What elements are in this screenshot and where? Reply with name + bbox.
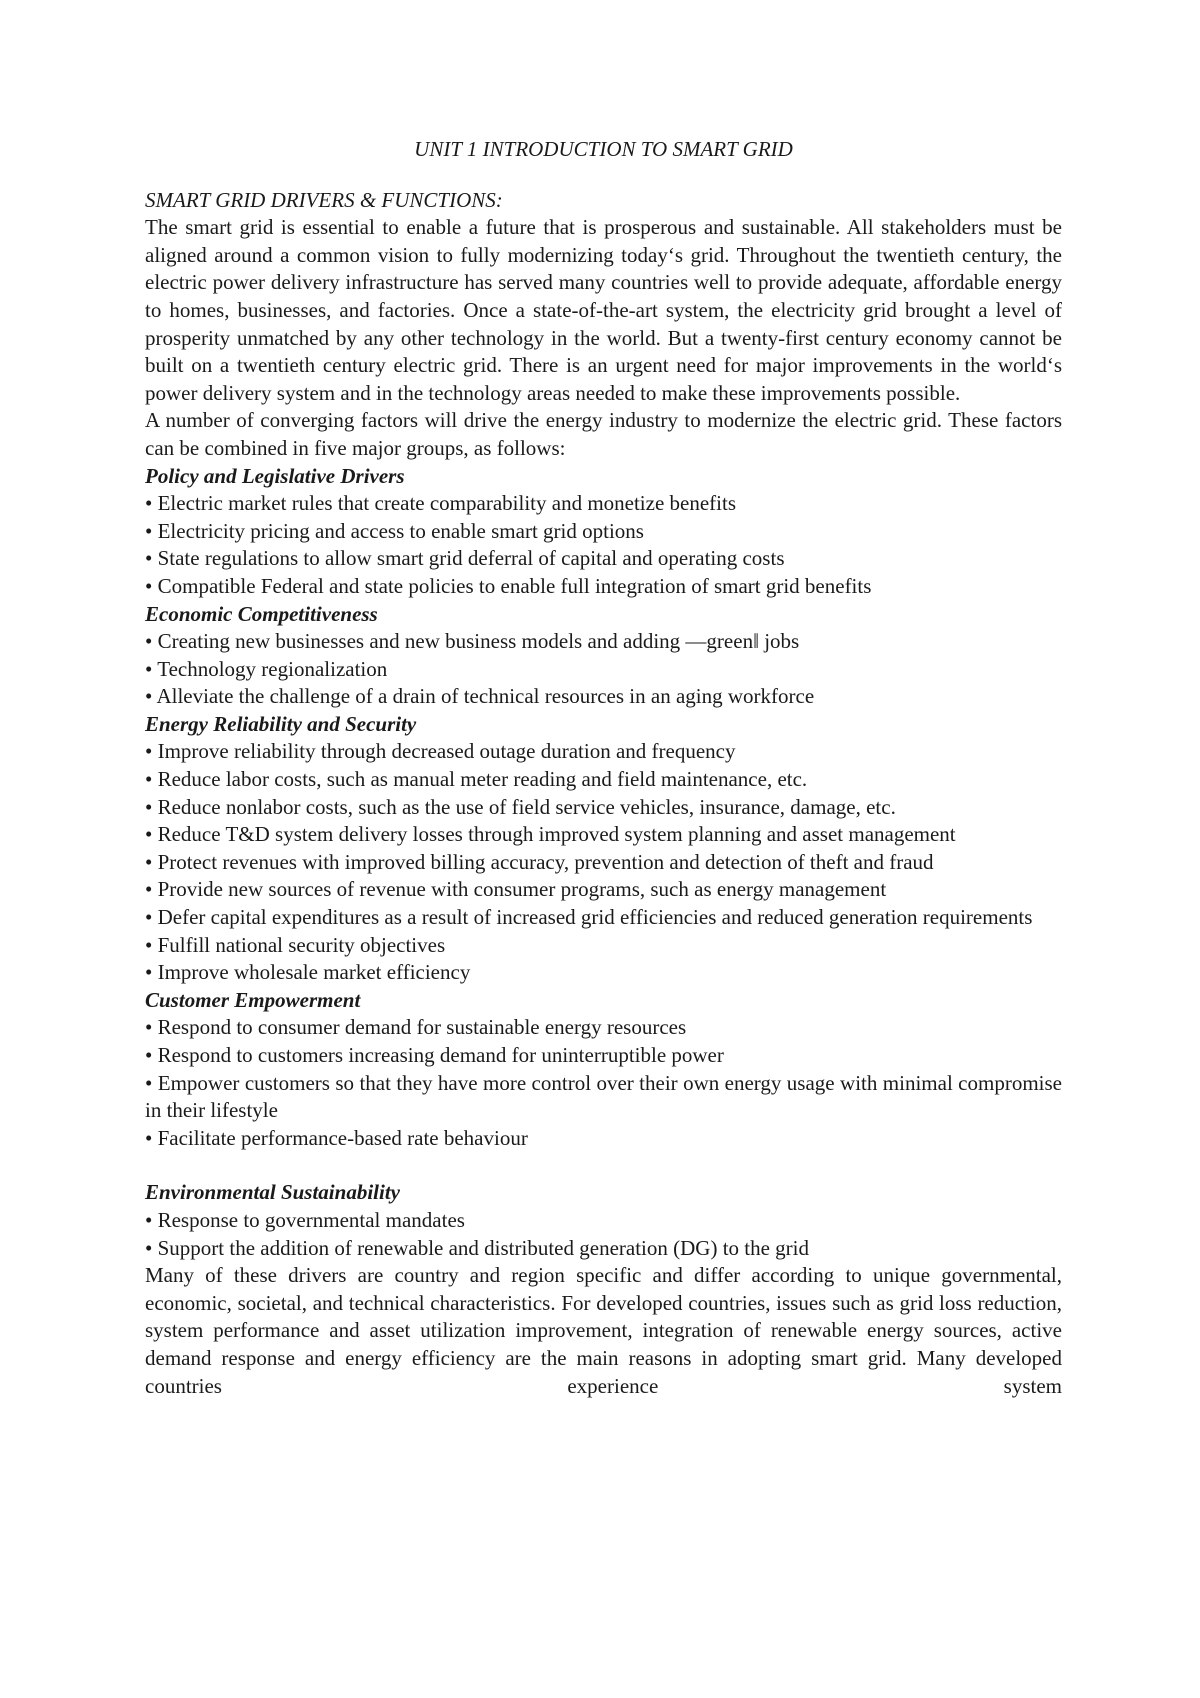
list-item: • Respond to consumer demand for sustainable energy resources	[145, 1015, 687, 1040]
list-item: • Electricity pricing and access to enable smart grid options	[145, 518, 644, 543]
list-item: • Alleviate the challenge of a drain of technical resources in an aging workforce	[145, 684, 815, 709]
list-item: • Improve reliability through decreased outage duration and frequency	[145, 739, 736, 764]
document-page	[145, 136, 1062, 1400]
group-heading-reliability: Energy Reliability and Security	[145, 711, 417, 736]
list-item: • Support the addition of renewable and distributed generation (DG) to the grid	[145, 1235, 810, 1260]
intro-paragraph: The smart grid is essential to enable a future that is prosperous and sustainable. All stakeholders must be aligned around a common vision to fully modernizing today‘s grid. Throughout the twentieth century, the electric power delivery infrastructure has served many countries well to provide adequate, affordable energy to homes, businesses, and factories. Once a state-of-the-art system, the electricity grid brought a level of prosperity unmatched by any other technology in the world. But a twenty-first century economy cannot be built on a twentieth century electric grid. There is an urgent need for major improvements in the world‘s power delivery system and in the technology areas needed to make these improvements possible.	[145, 215, 1062, 405]
list-item: • Compatible Federal and state policies to enable full integration of smart grid benefits	[145, 573, 872, 598]
list-item: • Provide new sources of revenue with consumer programs, such as energy management	[145, 877, 887, 902]
closing-paragraph: Many of these drivers are country and region specific and differ according to unique governmental, economic, societal, and technical characteristics. For developed countries, issues such as grid loss reduction, system performance and asset utilization improvement, integration of renewable energy sources, active demand response and energy efficiency are the main reasons in adopting smart grid. Many developed countries experience system	[145, 1263, 1062, 1398]
list-item: • Creating new businesses and new business models and adding ―green‖ jobs	[145, 629, 800, 654]
page-title: UNIT 1 INTRODUCTION TO SMART GRID	[414, 137, 793, 161]
list-item: • Electric market rules that create comparability and monetize benefits	[145, 491, 737, 516]
blank-line	[145, 1152, 1062, 1179]
list-item: • Reduce labor costs, such as manual meter reading and field maintenance, etc.	[145, 767, 808, 792]
list-item: • Facilitate performance-based rate behaviour	[145, 1125, 528, 1150]
group-heading-customer: Customer Empowerment	[145, 987, 361, 1012]
list-item: • Improve wholesale market efficiency	[145, 960, 471, 985]
list-item: • State regulations to allow smart grid deferral of capital and operating costs	[145, 546, 785, 571]
list-item: • Reduce T&D system delivery losses through improved system planning and asset management	[145, 822, 956, 847]
group-heading-economic: Economic Competitiveness	[145, 601, 378, 626]
list-item: • Protect revenues with improved billing accuracy, prevention and detection of theft and fraud	[145, 849, 934, 874]
group-heading-policy: Policy and Legislative Drivers	[145, 463, 405, 488]
list-item: • Fulfill national security objectives	[145, 932, 446, 957]
list-item: • Response to governmental mandates	[145, 1207, 465, 1232]
section-heading: SMART GRID DRIVERS & FUNCTIONS:	[145, 187, 503, 212]
list-item: • Respond to customers increasing demand for uninterruptible power	[145, 1043, 724, 1067]
list-item: • Reduce nonlabor costs, such as the use of field service vehicles, insurance, damage, etc.	[145, 794, 896, 819]
factors-paragraph: A number of converging factors will drive the energy industry to modernize the electric grid. These factors can be combined in five major groups, as follows:	[145, 408, 1062, 460]
group-heading-environmental: Environmental Sustainability	[145, 1180, 400, 1205]
list-item: • Defer capital expenditures as a result of increased grid efficiencies and reduced generation requirements	[145, 905, 1033, 930]
list-item: • Empower customers so that they have more control over their own energy usage with minimal compromise in their lifestyle	[145, 1070, 1062, 1123]
list-item: • Technology regionalization	[145, 656, 388, 681]
